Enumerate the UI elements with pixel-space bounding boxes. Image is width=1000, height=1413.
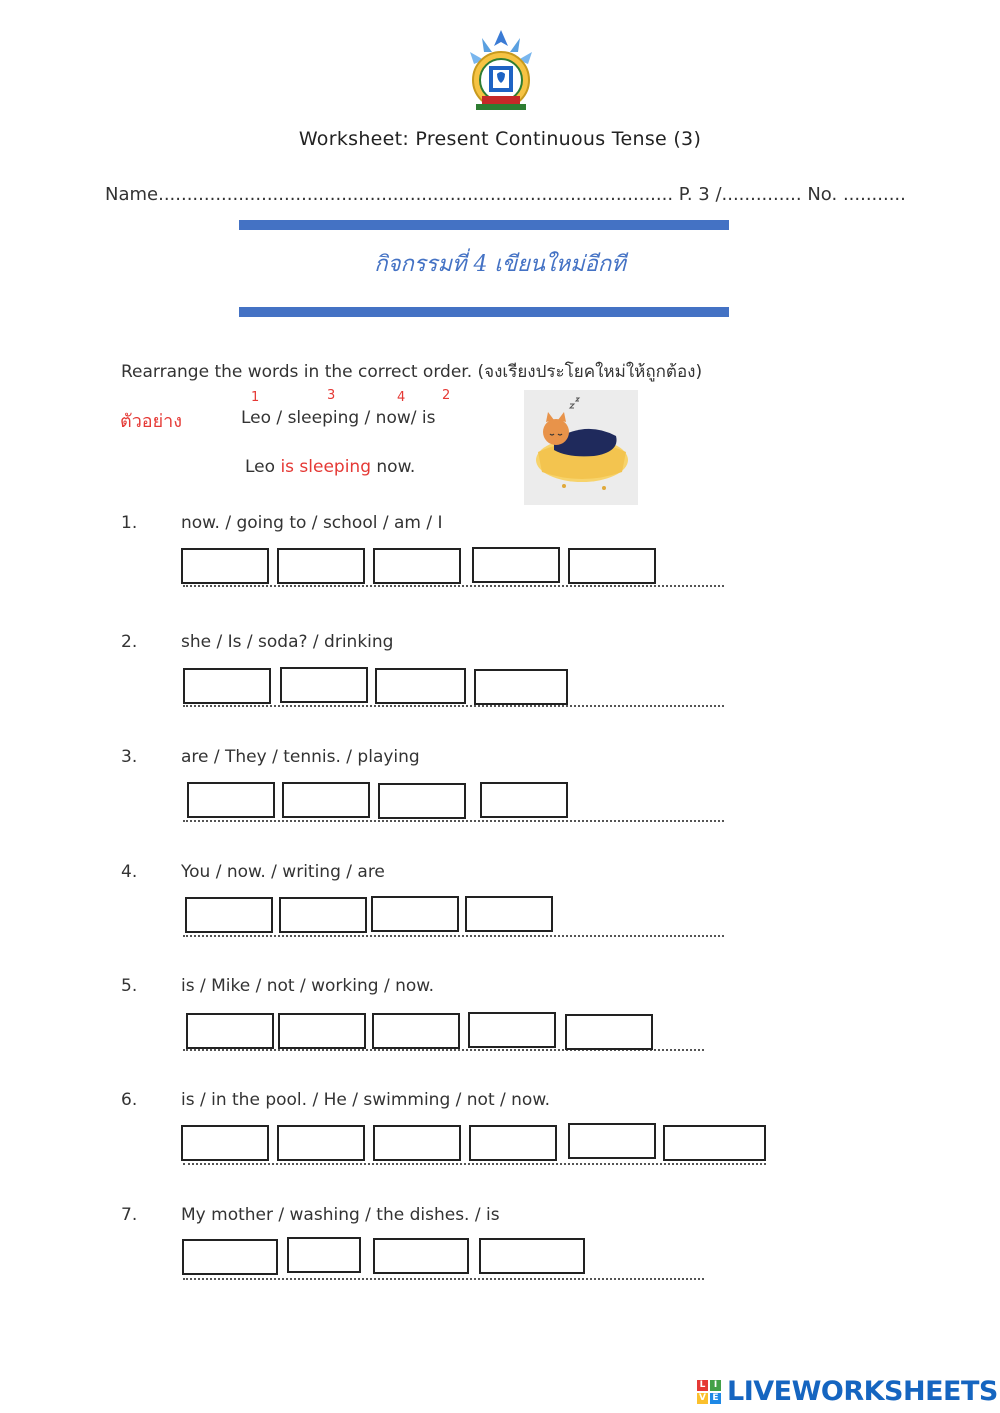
answer-box[interactable] — [474, 669, 568, 705]
instruction-text: Rearrange the words in the correct order. (จงเรียงประโยคใหม่ให้ถูกต้อง) — [121, 362, 703, 382]
question-text: she / Is / soda? / drinking — [181, 632, 394, 652]
answer-box[interactable] — [465, 896, 553, 932]
answer-box[interactable] — [277, 1125, 365, 1161]
answer-box[interactable] — [185, 897, 273, 933]
answer-box[interactable] — [469, 1125, 557, 1161]
example-answer-end: now. — [371, 457, 416, 477]
badge-letter: V — [697, 1393, 708, 1404]
answer-box[interactable] — [565, 1014, 653, 1050]
answer-box[interactable] — [278, 1013, 366, 1049]
example-order-number: 3 — [327, 388, 336, 403]
answer-box[interactable] — [472, 547, 560, 583]
answer-dotted-line — [183, 1163, 766, 1165]
answer-box[interactable] — [181, 1125, 269, 1161]
example-answer-start: Leo — [245, 457, 281, 477]
answer-dotted-line — [183, 935, 724, 937]
answer-box[interactable] — [187, 782, 275, 818]
answer-dotted-line — [183, 820, 724, 822]
question-text: are / They / tennis. / playing — [181, 747, 420, 767]
badge-letter: I — [710, 1380, 721, 1391]
badge-letter: E — [710, 1393, 721, 1404]
worksheet-title: Worksheet: Present Continuous Tense (3) — [298, 128, 702, 150]
top-divider-bar — [239, 220, 729, 230]
answer-box[interactable] — [371, 896, 459, 932]
answer-dotted-line — [183, 1278, 704, 1280]
example-question: Leo / sleeping / now/ is — [241, 408, 436, 428]
answer-box[interactable] — [277, 548, 365, 584]
answer-box[interactable] — [373, 1238, 469, 1274]
question-number: 4. — [121, 862, 138, 882]
sleeping-cat-icon — [524, 390, 638, 505]
answer-box[interactable] — [568, 1123, 656, 1159]
answer-box[interactable] — [287, 1237, 361, 1273]
question-text: is / in the pool. / He / swimming / not / now. — [181, 1090, 551, 1110]
example-order-number: 4 — [397, 390, 406, 405]
liveworksheets-badge-icon — [697, 1380, 721, 1404]
badge-letter: L — [697, 1380, 708, 1391]
answer-box[interactable] — [279, 897, 367, 933]
question-number: 5. — [121, 976, 138, 996]
answer-box[interactable] — [181, 548, 269, 584]
answer-box[interactable] — [282, 782, 370, 818]
answer-box[interactable] — [568, 548, 656, 584]
example-label: ตัวอย่าง — [120, 411, 183, 432]
answer-box[interactable] — [280, 667, 368, 703]
question-number: 2. — [121, 632, 138, 652]
answer-box[interactable] — [480, 782, 568, 818]
answer-box[interactable] — [373, 1125, 461, 1161]
liveworksheets-brand-text: LIVEWORKSHEETS — [727, 1376, 998, 1407]
answer-box[interactable] — [468, 1012, 556, 1048]
activity-title: กิจกรรมที่ 4 เขียนใหม่อีกที — [374, 252, 626, 277]
answer-box[interactable] — [663, 1125, 766, 1161]
answer-dotted-line — [183, 585, 724, 587]
question-text: You / now. / writing / are — [181, 862, 385, 882]
answer-box[interactable] — [373, 548, 461, 584]
answer-box[interactable] — [186, 1013, 274, 1049]
name-line: Name.......................................................................................... P. 3 /.............. No. ........... — [105, 184, 906, 205]
example-answer-highlight: is sleeping — [280, 457, 371, 477]
answer-box[interactable] — [375, 668, 466, 704]
question-text: is / Mike / not / working / now. — [181, 976, 434, 996]
example-image — [524, 390, 638, 505]
answer-box[interactable] — [183, 668, 271, 704]
school-logo — [462, 28, 540, 122]
example-order-number: 1 — [251, 390, 260, 405]
liveworksheets-logo — [697, 1376, 998, 1407]
bottom-divider-bar — [239, 307, 729, 317]
answer-dotted-line — [183, 705, 724, 707]
question-number: 1. — [121, 513, 138, 533]
answer-box[interactable] — [372, 1013, 460, 1049]
answer-box[interactable] — [378, 783, 466, 819]
answer-box[interactable] — [182, 1239, 278, 1275]
question-text: My mother / washing / the dishes. / is — [181, 1205, 500, 1225]
answer-box[interactable] — [479, 1238, 585, 1274]
example-order-number: 2 — [442, 388, 451, 403]
question-number: 7. — [121, 1205, 138, 1225]
question-text: now. / going to / school / am / I — [181, 513, 443, 533]
question-number: 6. — [121, 1090, 138, 1110]
example-answer — [245, 457, 415, 477]
question-number: 3. — [121, 747, 138, 767]
